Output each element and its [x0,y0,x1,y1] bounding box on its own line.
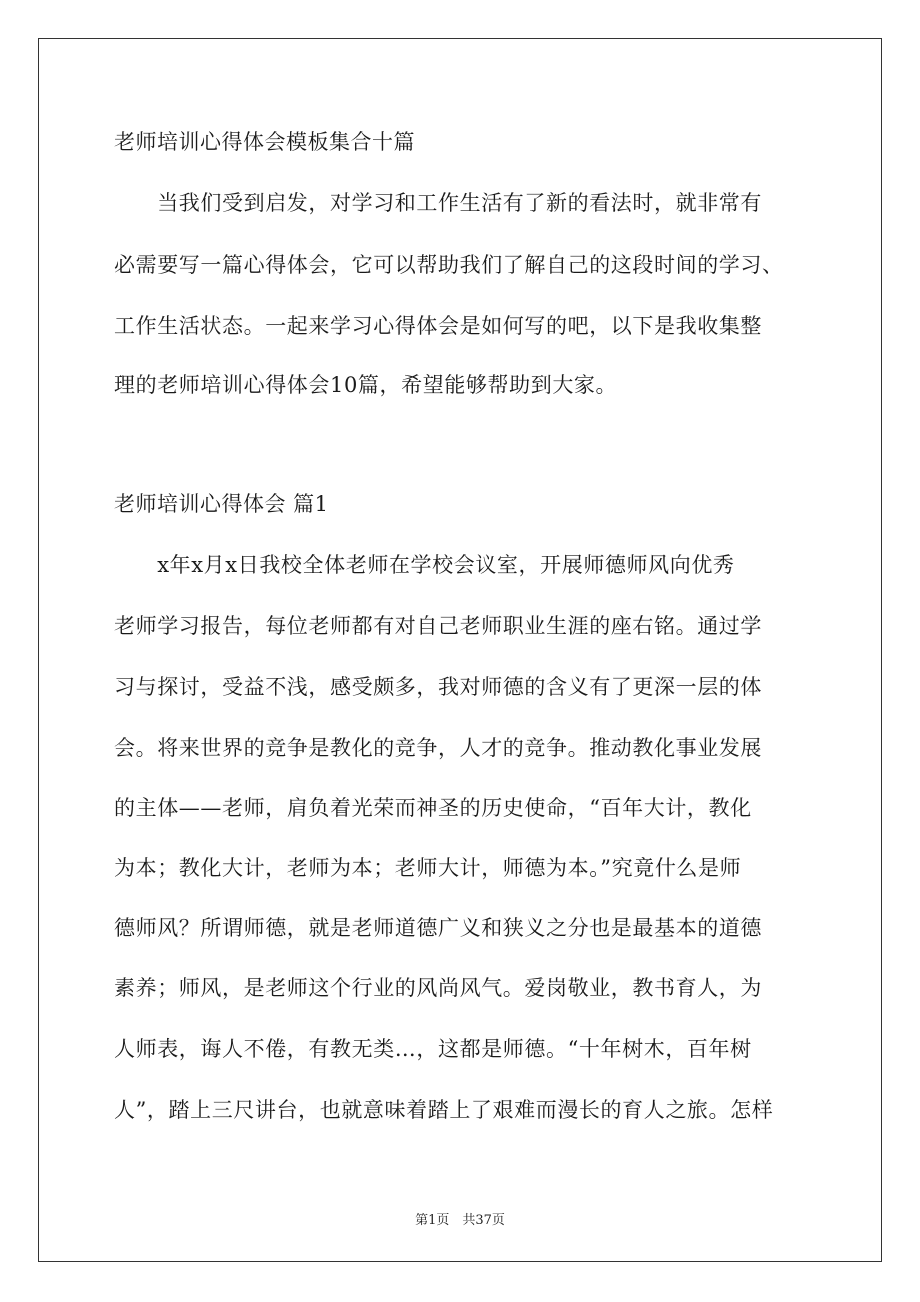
body-line-1: x年x月x日我校全体老师在学校会议室，开展师德师风向优秀 [114,553,735,577]
section-heading: 老师培训心得体会 篇1 [114,492,329,516]
body-line-5: 的主体——老师，肩负着光荣而神圣的历史使命，“百年大计，教化 [114,796,752,820]
intro-line-2: 必需要写一篇心得体会，它可以帮助我们了解自己的这段时间的学习、 [114,253,784,277]
page-border [38,38,882,1262]
intro-line-1: 当我们受到启发，对学习和工作生活有了新的看法时，就非常有 [114,191,762,215]
body-line-7: 德师风？所谓师德，就是老师道德广义和狭义之分也是最基本的道德 [114,916,762,940]
body-line-3: 习与探讨，受益不浅，感受颇多，我对师德的含义有了更深一层的体 [114,675,762,699]
body-line-4: 会。将来世界的竞争是教化的竞争，人才的竞争。推动教化事业发展 [114,736,762,760]
body-line-9: 人师表，诲人不倦，有教无类…，这都是师德。“十年树木，百年树 [114,1037,752,1061]
body-line-2: 老师学习报告，每位老师都有对自己老师职业生涯的座右铭。通过学 [114,614,762,638]
body-line-6: 为本；教化大计，老师为本；老师大计，师德为本。”究竟什么是师 [114,856,742,880]
body-line-10: 人”，踏上三尺讲台，也就意味着踏上了艰难而漫长的育人之旅。怎样 [114,1098,774,1122]
page-number-footer: 第1页 共37页 [415,1213,505,1228]
intro-line-4: 理的老师培训心得体会10篇，希望能够帮助到大家。 [114,373,618,397]
document-title: 老师培训心得体会模板集合十篇 [114,130,415,154]
body-line-8: 素养；师风，是老师这个行业的风尚风气。爱岗敬业，教书育人，为 [114,976,762,1000]
intro-line-3: 工作生活状态。一起来学习心得体会是如何写的吧，以下是我收集整 [114,314,762,338]
